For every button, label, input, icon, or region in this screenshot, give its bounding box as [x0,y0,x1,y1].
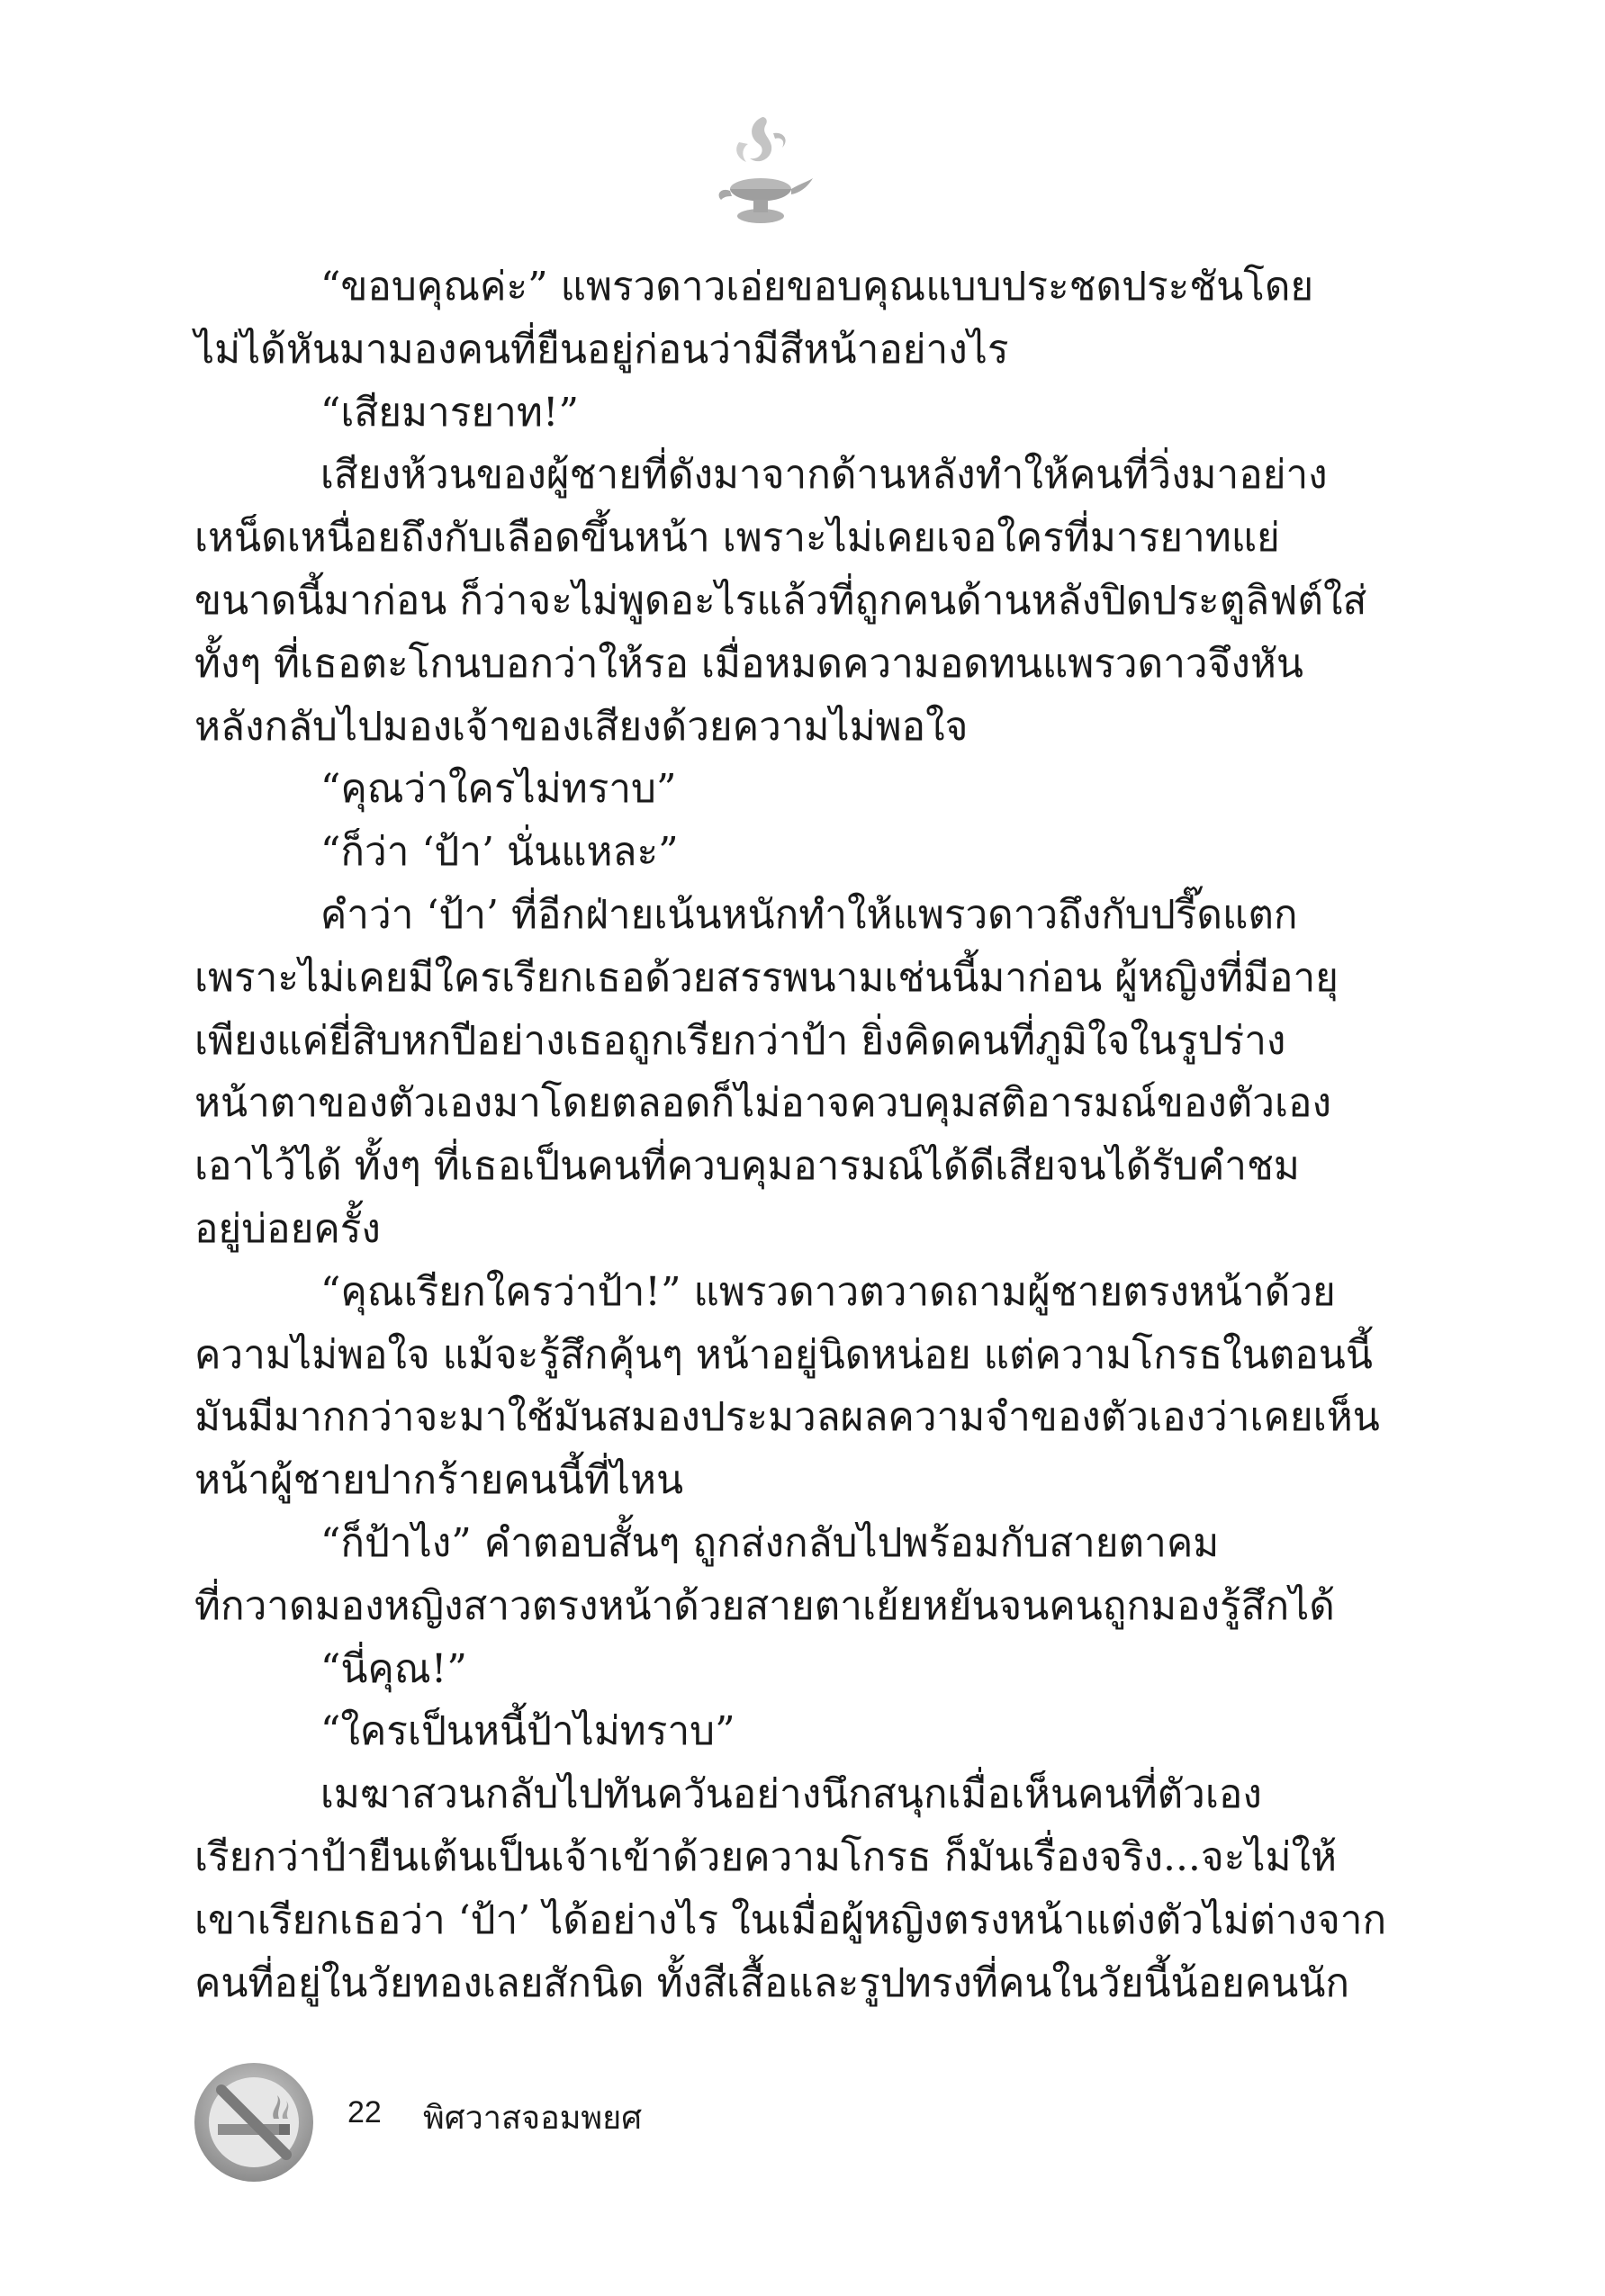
text-line: หน้าตาของตัวเองมาโดยตลอดก็ไม่อาจควบคุมสติอารมณ์ของตัวเอง [194,1080,1331,1127]
text-line: “ขอบคุณค่ะ” แพรวดาวเอ่ยขอบคุณแบบประชดประชันโดย [194,264,1314,310]
text-line: เสียงห้วนของผู้ชายที่ดังมาจากด้านหลังทำให้คนที่วิ่งมาอย่าง [194,452,1328,499]
text-line: มันมีมากกว่าจะมาใช้มันสมองประมวลผลความจำของตัวเองว่าเคยเห็น [194,1394,1380,1441]
text-line: เขาเรียกเธอว่า ‘ป้า’ ได้อย่างไร ในเมื่อผู้หญิงตรงหน้าแต่งตัวไม่ต่างจาก [194,1896,1387,1943]
text-line: เพราะไม่เคยมีใครเรียกเธอด้วยสรรพนามเช่นนี้มาก่อน ผู้หญิงที่มีอายุ [194,954,1339,1001]
text-line: เหน็ดเหนื่อยถึงกับเลือดขึ้นหน้า เพราะไม่เคยเจอใครที่มารยาทแย่ [194,515,1280,562]
text-line: ทั้งๆ ที่เธอตะโกนบอกว่าให้รอ เมื่อหมดความอดทนแพรวดาวจึงหัน [194,640,1303,687]
text-line: “ใครเป็นหนี้ป้าไม่ทราบ” [194,1708,735,1755]
text-line: “นี่คุณ!” [194,1645,467,1692]
text-line: ขนาดนี้มาก่อน ก็ว่าจะไม่พูดอะไรแล้วที่ถูกคนด้านหลังปิดประตูลิฟต์ใส่ [194,577,1367,624]
text-line: หลังกลับไปมองเจ้าของเสียงด้วยความไม่พอใจ [194,703,969,750]
text-line: ความไม่พอใจ แม้จะรู้สึกคุ้นๆ หน้าอยู่นิดหน่อย แต่ความโกรธในตอนนี้ [194,1331,1373,1378]
text-line: “ก็ว่า ‘ป้า’ นั่นแหละ” [194,829,679,876]
text-line: ที่กวาดมองหญิงสาวตรงหน้าด้วยสายตาเย้ยหยันจนคนถูกมองรู้สึกได้ [194,1582,1335,1629]
text-line: “คุณเรียกใครว่าป้า!” แพรวดาวตวาดถามผู้ชายตรงหน้าด้วย [194,1268,1336,1315]
no-smoking-icon [191,2059,317,2185]
text-line: เอาไว้ได้ ทั้งๆ ที่เธอเป็นคนที่ควบคุมอารมณ์ได้ดีเสียจนได้รับคำชม [194,1143,1300,1190]
lamp-icon [707,106,815,232]
text-line: “เสียมารยาท!” [194,389,580,436]
text-line: “ก็ป้าไง” คำตอบสั้นๆ ถูกส่งกลับไปพร้อมกับสายตาคม [194,1519,1220,1566]
text-line: คำว่า ‘ป้า’ ที่อีกฝ่ายเน้นหนักทำให้แพรวดาวถึงกับปรี๊ดแตก [194,891,1298,938]
text-line: เรียกว่าป้ายืนเต้นเป็นเจ้าเข้าด้วยความโกรธ ก็มันเรื่องจริง...จะไม่ให้ [194,1833,1337,1880]
text-line: ไม่ได้หันมามองคนที่ยืนอยู่ก่อนว่ามีสีหน้าอย่างไร [194,326,1009,373]
body-text [194,256,1387,2014]
page-number: 22 [347,2095,382,2129]
text-line: หน้าผู้ชายปากร้ายคนนี้ที่ไหน [194,1457,684,1504]
book-title: พิศวาสจอมพยศ [423,2099,643,2136]
text-line: เพียงแค่ยี่สิบหกปีอย่างเธอถูกเรียกว่าป้า ยิ่งคิดคนที่ภูมิใจในรูปร่าง [194,1017,1286,1064]
text-line: “คุณว่าใครไม่ทราบ” [194,766,677,813]
text-line: คนที่อยู่ในวัยทองเลยสักนิด ทั้งสีเสื้อและรูปทรงที่คนในวัยนี้น้อยคนนัก [194,1959,1350,2006]
text-line: เมฆาสวนกลับไปทันควันอย่างนึกสนุกเมื่อเห็นคนที่ตัวเอง [194,1771,1262,1818]
text-line: อยู่บ่อยครั้ง [194,1205,381,1252]
